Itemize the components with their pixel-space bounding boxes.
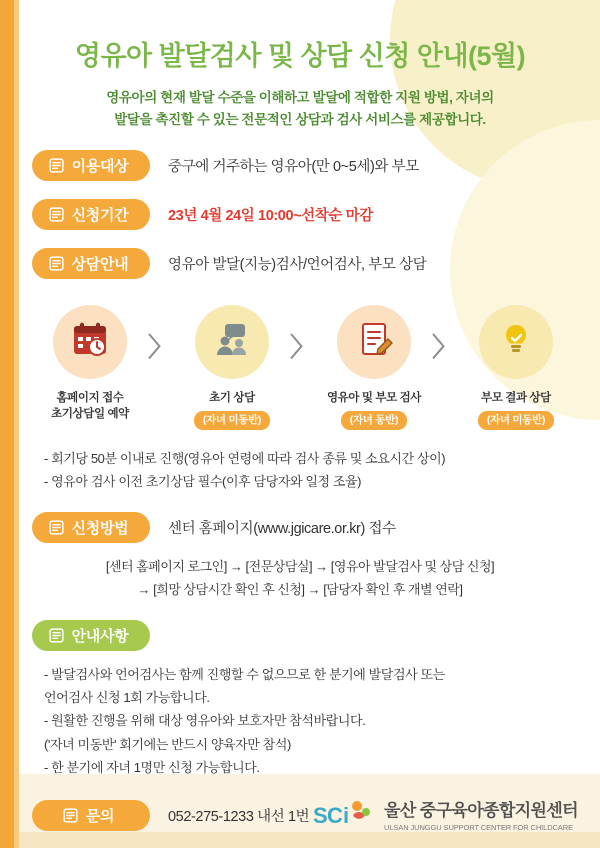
svg-text:i: i	[343, 803, 350, 828]
clipboard-icon	[48, 206, 65, 223]
flow-arrow-1: 〉	[147, 331, 174, 362]
flow-step-2-caption	[176, 390, 288, 431]
label-pill-counseling-text: 상담안내	[71, 255, 129, 273]
subtitle-line-2: 발달을 촉진할 수 있는 전문적인 상담과 검사 서비스를 제공합니다.	[114, 112, 486, 128]
info-row-period-value: 23년 4월 24일 10:00~선착순 마감	[168, 207, 373, 224]
counseling-icon	[212, 319, 252, 364]
clipboard-icon	[48, 255, 65, 272]
clipboard-icon	[62, 807, 79, 824]
svg-text:C: C	[327, 803, 343, 828]
footer-org	[384, 796, 578, 832]
label-pill-counseling	[32, 248, 150, 279]
svg-text:S: S	[313, 803, 328, 828]
flow-step-2-icon-wrap	[195, 305, 269, 379]
notice-item-5: - 한 분기에 자녀 1명만 신청 가능합니다.	[44, 760, 260, 776]
info-row-notice	[0, 620, 600, 651]
footer-org-name: 울산 중구육아종합지원센터	[384, 801, 578, 820]
info-row-period	[0, 199, 600, 230]
notice-item-3: - 원활한 진행을 위해 대상 영유아와 보호자만 참석바랍니다.	[44, 713, 366, 729]
center-logo-icon	[313, 797, 375, 831]
page-subtitle	[40, 87, 560, 132]
footer-logo	[313, 796, 578, 832]
apply-path-line-2: → [희망 상담시간 확인 후 신청] → [담당자 확인 후 개별 연락]	[137, 582, 463, 598]
label-pill-period	[32, 199, 150, 230]
flow-step-2-tag: (자녀 미동반)	[194, 411, 270, 430]
flow-step-3-icon-wrap	[337, 305, 411, 379]
flow-step-1-caption	[34, 390, 146, 423]
label-pill-target-text: 이용대상	[71, 157, 129, 175]
apply-path-line-1: [센터 홈페이지 로그인] → [전문상담실] → [영유아 발달검사 및 상담 신청]	[105, 558, 495, 574]
apply-path	[38, 555, 562, 602]
flow-note-1: - 회기당 50분 이내로 진행(영유아 연령에 따라 검사 종류 및 소요시간 상이)	[44, 451, 446, 467]
lightbulb-icon	[496, 319, 536, 364]
flow-step-3	[318, 305, 430, 431]
flow-step-4-icon-wrap	[479, 305, 553, 379]
label-pill-period-text: 신청기간	[71, 206, 129, 224]
label-pill-apply	[32, 512, 150, 543]
page-title: 영유아 발달검사 및 상담 신청 안내(5월)	[74, 41, 526, 71]
clipboard-icon	[48, 519, 65, 536]
clipboard-icon	[48, 157, 65, 174]
notice-list	[44, 663, 600, 780]
subtitle-line-1: 영유아의 현재 발달 수준을 이해하고 발달에 적합한 지원 방법, 자녀의	[106, 90, 494, 105]
flow-step-4-caption	[460, 390, 572, 431]
info-row-target-value: 중구에 거주하는 영유아(만 0~5세)와 부모	[168, 158, 419, 175]
info-row-contact-value: 052-275-1233 내선 1번	[168, 808, 310, 825]
info-row-apply-value: 센터 홈페이지(www.jgicare.or.kr) 접수	[168, 520, 396, 537]
info-row-target	[0, 150, 600, 181]
label-pill-notice-text: 안내사항	[71, 627, 129, 645]
flow-arrow-3: 〉	[431, 331, 458, 362]
flow-step-3-caption	[318, 390, 430, 431]
footer-band-accent	[0, 832, 600, 848]
flow-step-2-caption-line1: 초기 상담	[209, 391, 255, 404]
notice-item-4: ('자녀 미동반' 회기에는 반드시 양육자만 참석)	[44, 736, 291, 752]
calendar-clock-icon	[70, 319, 110, 364]
info-row-counseling-value: 영유아 발달(지능)검사/언어검사, 부모 상담	[168, 256, 427, 273]
label-pill-contact-text: 문의	[85, 807, 115, 825]
info-row-counseling	[0, 248, 600, 279]
flow-step-4-caption-line1: 부모 결과 상담	[481, 391, 551, 404]
flow-arrow-2: 〉	[289, 331, 316, 362]
flow-step-3-tag: (자녀 동반)	[341, 411, 407, 430]
clipboard-icon	[48, 627, 65, 644]
footer-org-name-en: ULSAN JUNGGU SUPPORT CENTER FOR CHILDCARE	[384, 823, 573, 832]
test-paper-icon	[354, 319, 394, 364]
notice-item-2: 언어검사 신청 1회 가능합니다.	[44, 690, 210, 706]
flow-step-4	[460, 305, 572, 431]
label-pill-target	[32, 150, 150, 181]
flow-step-1-caption-line2: 초기상담일 예약	[51, 408, 129, 421]
notice-item-1: - 발달검사와 언어검사는 함께 진행할 수 없으므로 한 분기에 발달검사 또는	[44, 666, 445, 682]
flow-note-2: - 영유아 검사 이전 초기상담 필수(이후 담당자와 일정 조율)	[44, 474, 362, 490]
flow-step-1-icon-wrap	[53, 305, 127, 379]
flow-step-2	[176, 305, 288, 431]
flow-step-1	[34, 305, 146, 423]
info-row-apply	[0, 512, 600, 543]
flow-notes	[44, 448, 600, 494]
flow-step-1-caption-line1: 홈페이지 접수	[56, 391, 124, 404]
label-pill-apply-text: 신청방법	[71, 519, 129, 537]
process-flow	[34, 305, 572, 431]
label-pill-contact	[32, 800, 150, 831]
flow-step-3-caption-line1: 영유아 및 부모 검사	[326, 391, 421, 404]
label-pill-notice	[32, 620, 150, 651]
flow-step-4-tag: (자녀 미동반)	[478, 411, 554, 430]
